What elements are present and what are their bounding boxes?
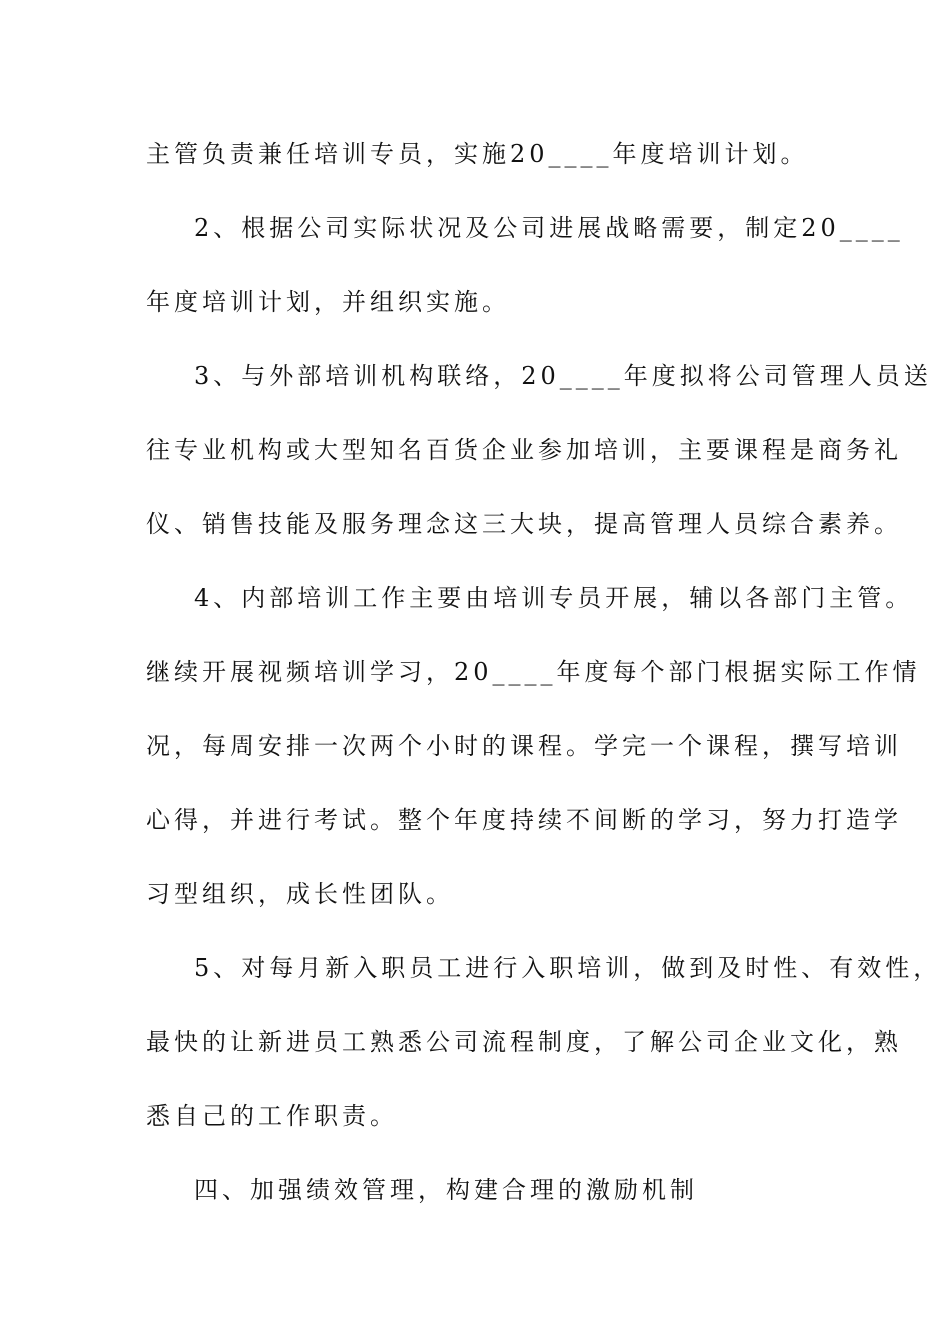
text-line: 继续开展视频培训学习，20____年度每个部门根据实际工作情 [146,658,921,686]
text-line: 仪、销售技能及服务理念这三大块，提高管理人员综合素养。 [146,510,902,538]
text-line: 往专业机构或大型知名百货企业参加培训，主要课程是商务礼 [146,436,902,464]
text-line: 2、根据公司实际状况及公司进展战略需要，制定20____ [194,214,904,242]
text-line: 4、内部培训工作主要由培训专员开展，辅以各部门主管。 [194,584,914,612]
text-line: 主管负责兼任培训专员，实施20____年度培训计划。 [146,140,809,168]
text-line: 悉自己的工作职责。 [146,1102,398,1130]
text-line: 况，每周安排一次两个小时的课程。学完一个课程，撰写培训 [146,732,902,760]
text-line: 5、对每月新入职员工进行入职培训，做到及时性、有效性， [194,954,942,982]
text-line: 年度培训计划，并组织实施。 [146,288,510,316]
section-heading: 四、加强绩效管理，构建合理的激励机制 [194,1176,698,1204]
text-line: 最快的让新进员工熟悉公司流程制度，了解公司企业文化，熟 [146,1028,902,1056]
text-line: 3、与外部培训机构联络，20____年度拟将公司管理人员送 [194,362,932,390]
text-line: 心得，并进行考试。整个年度持续不间断的学习，努力打造学 [146,806,902,834]
text-line: 习型组织，成长性团队。 [146,880,454,908]
